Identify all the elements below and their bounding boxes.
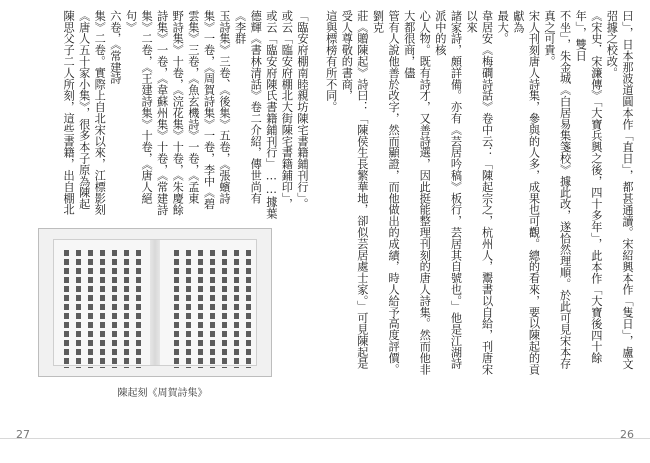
book-scan-image	[38, 228, 272, 377]
left-page-number: 27	[16, 428, 30, 441]
right-body-text: 曰」，日本那波道圓本作「直日」，都甚通讀。宋紹興本作「隻日」，盧文弨據之校改。 《宋史．宋濂傳》「大寶兵興之後，四十多年」，此本作「大寶後四十餘年」，雙日 不坐」，朱金城《白居易集箋校》據此改，遂恰然理順。於此可見宋本存真之可貴。 宋人刊刻唐人詩集，參與的人多，成果也可觀。總的看來，要以陳起的貢獻為 最大。 韋居安《梅磵詩話》卷中云：「陳起宗之，杭州人，鬻書以自給，刊唐宋以來 諸家詩，頗詳備。亦有《芸居吟稿》板行，芸居其自號也。」他是江湖詩派中的核 心人物。既有詩才，又善詩選，因此挺能整理刊刻的唐人詩集。然而他非大都很商，儘 管有人說他善於改字，然而顯證，而他做出的成績，時人給予高度評價。劉克 莊《贈陳起》詩曰：「陳侯生長繁華地，卻似芸居處士家。」可見陳起是受人尊敬的書商， 這與標榜有所不同。	[325, 10, 634, 375]
image-caption: 陳起刻《周賀詩集》	[117, 388, 208, 399]
right-page	[325, 0, 650, 463]
right-footer-rule	[325, 438, 650, 439]
right-page-number: 26	[620, 428, 634, 441]
book-scan-page	[53, 239, 257, 366]
left-body-text: 「臨安府棚南睦親坊陳宅書籍鋪刊行」。 或云「臨安府棚北大街陳宅書籍鋪印」， 或云「臨安府陳氏書籍鋪刊行」……據葉 德輝《書林清話》卷二介紹，傳世尚有《李群 玉詩集》三卷、《後集》五卷，《張蠙詩 集》一卷，《周賀詩集》一卷，李中《碧 雲集》三卷，《魚玄機詩》一卷，《孟東 野詩集》十卷，《浣花集》十卷，《朱慶餘 詩集》一卷，《韋蘇州集》十卷，《常建詩 集》二卷，《王建詩集》十卷，《唐人絕句》 六卷，《常建詩 集》二卷。實際上自北宋以來，江標影刻 《唐人五十家小集》，很多本子原為陳起 陳思父子二人所刻，這些書籍，出自棚北	[62, 10, 309, 219]
book-fold	[150, 240, 160, 365]
left-footer-rule	[0, 438, 325, 439]
